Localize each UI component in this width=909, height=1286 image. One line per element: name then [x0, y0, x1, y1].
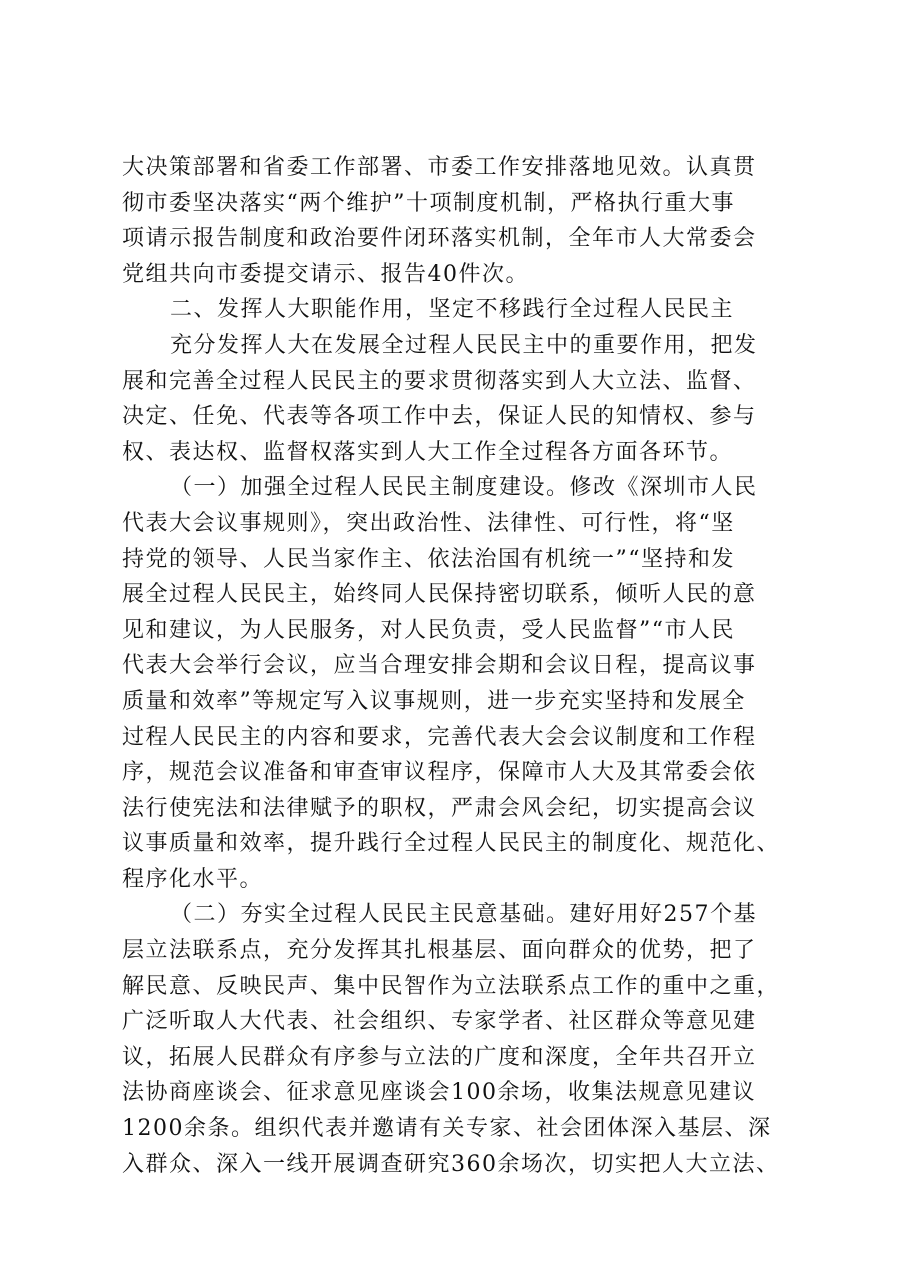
document-body — [122, 150, 798, 1182]
text-line: 决定、任免、代表等各项工作中去，保证人民的知情权、参与 — [122, 404, 757, 430]
text-line: 入群众、深入一线开展调查研究360余场次，切实把人大立法、 — [122, 1151, 780, 1177]
text-line: 程序化水平。 — [122, 866, 264, 892]
text-line: 代表大会举行会议，应当合理安排会期和会议日程，提高议事 — [122, 653, 757, 679]
text-line: 彻市委坚决落实“两个维护”十项制度机制，严格执行重大事 — [122, 190, 735, 216]
text-line: 见和建议，为人民服务，对人民负责，受人民监督”“市人民 — [122, 617, 735, 643]
text-line: 解民意、反映民声、集中民智作为立法联系点工作的重中之重， — [122, 973, 781, 999]
text-line: 议事质量和效率，提升践行全过程人民民主的制度化、规范化、 — [122, 831, 781, 857]
subsection-heading: （一）加强全过程人民民主制度建设。修改《深圳市人民 — [170, 475, 758, 501]
text-line: 代表大会议事规则》，突出政治性、法律性、可行性，将“坚 — [122, 510, 735, 536]
text-line: 过程人民民主的内容和要求，完善代表大会会议制度和工作程 — [122, 724, 757, 750]
text-line: 持党的领导、人民当家作主、依法治国有机统一”“坚持和发 — [122, 546, 735, 572]
subsection-heading: （二）夯实全过程人民民主民意基础。建好用好257个基 — [170, 902, 757, 928]
text-line: 权、表达权、监督权落实到人大工作全过程各方面各环节。 — [122, 439, 734, 465]
text-line: 大决策部署和省委工作部署、市委工作安排落地见效。认真贯 — [122, 155, 757, 180]
text-line: 充分发挥人大在发展全过程人民民主中的重要作用，把发 — [170, 332, 758, 358]
text-line: 项请示报告制度和政治要件闭环落实机制，全年市人大常委会 — [122, 226, 757, 252]
text-line: 展全过程人民民主，始终同人民保持密切联系，倾听人民的意 — [122, 582, 757, 608]
text-line: 质量和效率”等规定写入议事规则，进一步充实坚持和发展全 — [122, 688, 746, 714]
text-line: 党组共向市委提交请示、报告40件次。 — [122, 261, 529, 287]
text-line: 序，规范会议准备和审查审议程序，保障市人大及其常委会依 — [122, 760, 757, 786]
text-line: 议，拓展人民群众有序参与立法的广度和深度，全年共召开立 — [122, 1044, 757, 1070]
section-heading: 二、发挥人大职能作用，坚定不移践行全过程人民民主 — [170, 297, 735, 323]
text-line: 层立法联系点，充分发挥其扎根基层、面向群众的优势，把了 — [122, 938, 757, 964]
text-line: 展和完善全过程人民民主的要求贯彻落实到人大立法、监督、 — [122, 368, 757, 394]
text-line: 广泛听取人大代表、社会组织、专家学者、社区群众等意见建 — [122, 1009, 757, 1035]
text-line: 法行使宪法和法律赋予的职权，严肃会风会纪，切实提高会议 — [122, 795, 757, 821]
text-line: 法协商座谈会、征求意见座谈会100余场，收集法规意见建议 — [122, 1080, 756, 1106]
text-line: 1200余条。组织代表并邀请有关专家、社会团体深入基层、深 — [122, 1116, 772, 1142]
